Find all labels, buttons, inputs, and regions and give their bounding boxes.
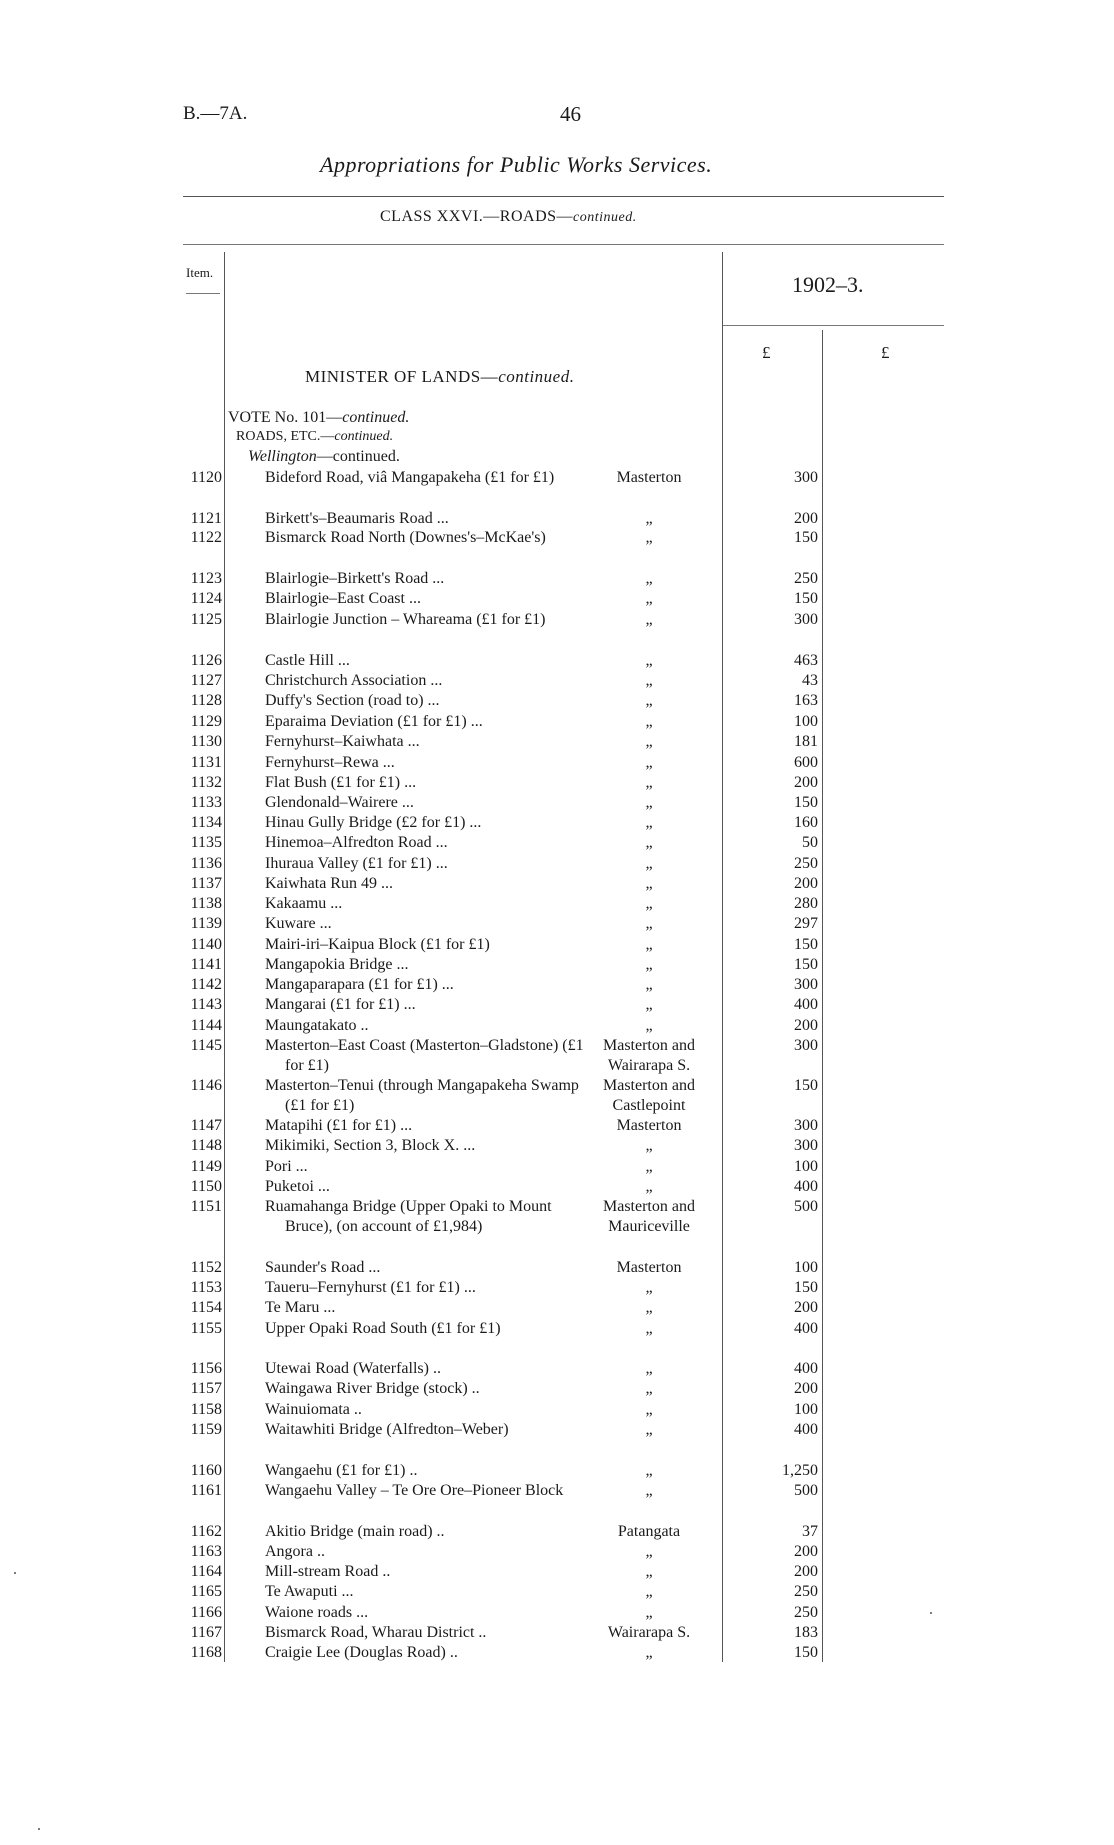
class-heading — [380, 208, 637, 226]
table-row — [0, 610, 1114, 650]
item-number: 1167 — [190, 1624, 222, 1641]
amount: 37 — [802, 1523, 818, 1540]
amount: 280 — [794, 895, 818, 912]
road-name: Angora .. — [265, 1543, 325, 1560]
road-name: Fernyhurst–Rewa ... — [265, 754, 395, 771]
electoral-district: Masterton and Wairarapa S. — [603, 1037, 695, 1074]
electoral-district: „ — [645, 1563, 653, 1580]
table-row — [0, 569, 1114, 589]
amount: 43 — [802, 672, 818, 689]
road-name: Wainuiomata .. — [265, 1401, 362, 1418]
electoral-district: „ — [645, 996, 653, 1013]
table-row — [0, 975, 1114, 995]
amount: 1,250 — [782, 1462, 818, 1479]
table-row — [0, 589, 1114, 609]
road-name: Kaiwhata Run 49 ... — [265, 875, 393, 892]
amount: 200 — [794, 1299, 818, 1316]
item-number: 1146 — [190, 1077, 222, 1094]
electoral-district: „ — [645, 855, 653, 872]
item-number: 1145 — [190, 1037, 222, 1054]
amount: 200 — [794, 1563, 818, 1580]
road-name: Eparaima Deviation (£1 for £1) ... — [265, 713, 483, 730]
electoral-district: „ — [645, 510, 653, 527]
amount: 50 — [802, 834, 818, 851]
table-row — [0, 1643, 1114, 1663]
item-number: 1134 — [190, 814, 222, 831]
electoral-district: „ — [645, 834, 653, 851]
amount: 100 — [794, 1401, 818, 1418]
road-name: Mangapokia Bridge ... — [265, 956, 409, 973]
road-name: Pori ... — [265, 1158, 308, 1175]
road-name: Ihuraua Valley (£1 for £1) ... — [265, 855, 448, 872]
road-name: Bideford Road, viâ Mangapakeha (£1 for £1) — [265, 469, 555, 486]
table-row — [0, 995, 1114, 1015]
table-row — [0, 1298, 1114, 1318]
road-name: Fernyhurst–Kaiwhata ... — [265, 733, 420, 750]
item-number: 1135 — [190, 834, 222, 851]
amount: 200 — [794, 1380, 818, 1397]
item-number: 1153 — [190, 1279, 222, 1296]
amount: 250 — [794, 1604, 818, 1621]
table-row — [0, 813, 1114, 833]
road-name: Matapihi (£1 for £1) ... — [265, 1117, 413, 1134]
electoral-district: Masterton and Castlepoint — [603, 1077, 695, 1114]
scan-speck — [14, 1572, 16, 1574]
electoral-district: „ — [645, 814, 653, 831]
electoral-district: „ — [645, 915, 653, 932]
page-title: Appropriations for Public Works Services. — [320, 152, 713, 177]
amount: 500 — [794, 1198, 818, 1215]
item-number: 1159 — [190, 1421, 222, 1438]
road-name: Mill-stream Road .. — [265, 1563, 391, 1580]
electoral-district: „ — [645, 570, 653, 587]
amount: 250 — [794, 570, 818, 587]
table-row — [0, 691, 1114, 711]
electoral-district: „ — [645, 652, 653, 669]
road-name: Ruamahanga Bridge (Upper Opaki to Mount Bruce), (on account of £1,984) — [265, 1198, 552, 1235]
road-name: Blairlogie–East Coast ... — [265, 590, 421, 607]
item-number: 1125 — [190, 611, 222, 628]
electoral-district: „ — [645, 895, 653, 912]
minister-heading-text: MINISTER OF LANDS— — [305, 367, 499, 386]
electoral-district: „ — [645, 692, 653, 709]
amount: 400 — [794, 1178, 818, 1195]
minister-heading-continued: continued. — [498, 367, 575, 386]
item-number: 1127 — [190, 672, 222, 689]
item-number: 1149 — [190, 1158, 222, 1175]
item-number: 1140 — [190, 936, 222, 953]
amount: 100 — [794, 713, 818, 730]
electoral-district: Wairarapa S. — [607, 1624, 691, 1641]
road-name: Akitio Bridge (main road) .. — [265, 1523, 445, 1540]
road-name: Puketoi ... — [265, 1178, 330, 1195]
table-row — [0, 1016, 1114, 1036]
item-number: 1144 — [190, 1017, 222, 1034]
electoral-district: „ — [645, 875, 653, 892]
road-name: Mangarai (£1 for £1) ... — [265, 996, 416, 1013]
table-top-rule — [183, 244, 944, 245]
amount: 150 — [794, 590, 818, 607]
road-name: Te Maru ... — [265, 1299, 336, 1316]
road-name: Bismarck Road North (Downes's–McKae's) — [265, 529, 546, 546]
table-row — [0, 1400, 1114, 1420]
road-name: Hinemoa–Alfredton Road ... — [265, 834, 448, 851]
table-row — [0, 1197, 1114, 1257]
electoral-district: „ — [645, 611, 653, 628]
electoral-district: „ — [645, 672, 653, 689]
amount: 200 — [794, 1017, 818, 1034]
electoral-district: „ — [645, 774, 653, 791]
electoral-district: „ — [645, 1137, 653, 1154]
road-name: Birkett's–Beaumaris Road ... — [265, 510, 449, 527]
item-number: 1131 — [190, 754, 222, 771]
amount: 200 — [794, 774, 818, 791]
table-row — [0, 1359, 1114, 1379]
item-number: 1166 — [190, 1604, 222, 1621]
road-name: Upper Opaki Road South (£1 for £1) — [265, 1320, 501, 1337]
item-number: 1142 — [190, 976, 222, 993]
road-name: Wangaehu (£1 for £1) .. — [265, 1462, 418, 1479]
amount: 250 — [794, 855, 818, 872]
table-row — [0, 894, 1114, 914]
amount: 200 — [794, 510, 818, 527]
amount: 463 — [794, 652, 818, 669]
road-name: Glendonald–Wairere ... — [265, 794, 414, 811]
road-name: Taueru–Fernyhurst (£1 for £1) ... — [265, 1279, 476, 1296]
amount: 150 — [794, 936, 818, 953]
year-header-rule — [722, 325, 944, 326]
road-name: Christchurch Association ... — [265, 672, 443, 689]
electoral-district: „ — [645, 976, 653, 993]
item-number: 1138 — [190, 895, 222, 912]
table-row — [0, 753, 1114, 773]
electoral-district: „ — [645, 936, 653, 953]
table-row — [0, 1319, 1114, 1359]
table-row — [0, 1136, 1114, 1156]
item-number: 1147 — [190, 1117, 222, 1134]
road-name: Craigie Lee (Douglas Road) .. — [265, 1644, 458, 1661]
district-heading-name: Wellington — [248, 448, 317, 465]
electoral-district: „ — [645, 1421, 653, 1438]
electoral-district: „ — [645, 1644, 653, 1661]
amount: 400 — [794, 996, 818, 1013]
amount: 100 — [794, 1259, 818, 1276]
table-row — [0, 773, 1114, 793]
item-number: 1165 — [190, 1583, 222, 1600]
table-row — [0, 854, 1114, 874]
road-name: Blairlogie–Birkett's Road ... — [265, 570, 445, 587]
item-number: 1122 — [190, 529, 222, 546]
item-number: 1130 — [190, 733, 222, 750]
electoral-district: „ — [645, 1279, 653, 1296]
class-heading-text: CLASS XXVI.—ROADS— — [380, 208, 574, 225]
amount: 200 — [794, 875, 818, 892]
electoral-district: „ — [645, 733, 653, 750]
table-row — [0, 1542, 1114, 1562]
table-row — [0, 509, 1114, 529]
amount: 150 — [794, 1644, 818, 1661]
amount: 150 — [794, 529, 818, 546]
item-number: 1133 — [190, 794, 222, 811]
electoral-district: „ — [645, 1482, 653, 1499]
item-number: 1124 — [190, 590, 222, 607]
electoral-district: „ — [645, 1299, 653, 1316]
electoral-district: „ — [645, 1401, 653, 1418]
road-name: Wangaehu Valley – Te Ore Ore–Pioneer Block — [265, 1482, 564, 1499]
table-row — [0, 914, 1114, 934]
table-row — [0, 528, 1114, 568]
electoral-district: Patangata — [617, 1523, 681, 1540]
table-row — [0, 468, 1114, 508]
item-number: 1123 — [190, 570, 222, 587]
title-rule — [183, 196, 944, 197]
amount: 297 — [794, 915, 818, 932]
item-column-header: Item. — [186, 265, 214, 280]
district-heading-continued: —continued. — [316, 448, 400, 465]
electoral-district: „ — [645, 794, 653, 811]
district-heading — [248, 448, 400, 466]
table-row — [0, 671, 1114, 691]
table-row — [0, 1177, 1114, 1197]
item-number: 1126 — [190, 652, 222, 669]
road-name: Mairi-iri–Kaipua Block (£1 for £1) — [265, 936, 490, 953]
road-name: Flat Bush (£1 for £1) ... — [265, 774, 417, 791]
amount: 160 — [794, 814, 818, 831]
table-row — [0, 1623, 1114, 1643]
amount: 200 — [794, 1543, 818, 1560]
pound-symbol-column-1: £ — [762, 343, 771, 362]
table-row — [0, 833, 1114, 853]
item-number: 1148 — [190, 1137, 222, 1154]
item-number: 1154 — [190, 1299, 222, 1316]
table-row — [0, 935, 1114, 955]
item-number: 1162 — [190, 1523, 222, 1540]
table-row — [0, 1582, 1114, 1602]
amount: 163 — [794, 692, 818, 709]
amount: 400 — [794, 1320, 818, 1337]
amount: 300 — [794, 611, 818, 628]
electoral-district: „ — [645, 1017, 653, 1034]
road-name: Blairlogie Junction – Whareama (£1 for £1) — [265, 611, 546, 628]
table-row — [0, 1157, 1114, 1177]
amount: 300 — [794, 1137, 818, 1154]
road-name: Masterton–East Coast (Masterton–Gladstone) (£1 for £1) — [265, 1037, 584, 1074]
table-row — [0, 1522, 1114, 1542]
road-name: Maungatakato .. — [265, 1017, 369, 1034]
amount: 150 — [794, 1077, 818, 1094]
table-row — [0, 712, 1114, 732]
electoral-district: „ — [645, 590, 653, 607]
item-number: 1141 — [190, 956, 222, 973]
pound-symbol-column-2: £ — [881, 343, 890, 362]
table-row — [0, 955, 1114, 975]
item-number: 1164 — [190, 1563, 222, 1580]
amount: 300 — [794, 469, 818, 486]
table-row — [0, 1116, 1114, 1136]
electoral-district: „ — [645, 1178, 653, 1195]
table-row — [0, 1481, 1114, 1521]
electoral-district: Masterton — [616, 469, 682, 486]
table-row — [0, 1420, 1114, 1460]
item-number: 1161 — [190, 1482, 222, 1499]
amount: 150 — [794, 1279, 818, 1296]
road-name: Castle Hill ... — [265, 652, 350, 669]
road-name: Mikimiki, Section 3, Block X. ... — [265, 1137, 476, 1154]
electoral-district: Masterton and Mauriceville — [603, 1198, 695, 1235]
amount: 400 — [794, 1421, 818, 1438]
amount: 183 — [794, 1624, 818, 1641]
road-name: Waitawhiti Bridge (Alfredton–Weber) — [265, 1421, 509, 1438]
road-name: Waingawa River Bridge (stock) .. — [265, 1380, 480, 1397]
item-number: 1128 — [190, 692, 222, 709]
item-header-rule — [186, 293, 220, 294]
vote-heading-text: VOTE No. 101— — [228, 409, 343, 426]
road-name: Te Awaputi ... — [265, 1583, 354, 1600]
electoral-district: „ — [645, 956, 653, 973]
item-number: 1150 — [190, 1178, 222, 1195]
table-row — [0, 1076, 1114, 1116]
electoral-district: „ — [645, 1360, 653, 1377]
item-number: 1168 — [190, 1644, 222, 1661]
roads-heading-continued: continued. — [334, 429, 394, 444]
table-row — [0, 1278, 1114, 1298]
amount: 150 — [794, 794, 818, 811]
amount: 181 — [794, 733, 818, 750]
item-number: 1160 — [190, 1462, 222, 1479]
item-number: 1158 — [190, 1401, 222, 1418]
table-row — [0, 732, 1114, 752]
table-row — [0, 1036, 1114, 1076]
electoral-district: Masterton — [616, 1117, 682, 1134]
document-reference: B.—7A. — [183, 103, 248, 124]
vote-heading — [228, 409, 409, 427]
amount: 300 — [794, 1037, 818, 1054]
item-number: 1129 — [190, 713, 222, 730]
item-number: 1155 — [190, 1320, 222, 1337]
road-name: Saunder's Road ... — [265, 1259, 381, 1276]
amount: 500 — [794, 1482, 818, 1499]
table-row — [0, 1379, 1114, 1399]
scan-speck — [930, 1612, 932, 1614]
amount: 600 — [794, 754, 818, 771]
item-number: 1132 — [190, 774, 222, 791]
item-number: 1136 — [190, 855, 222, 872]
item-number: 1143 — [190, 996, 222, 1013]
table-row — [0, 651, 1114, 671]
electoral-district: „ — [645, 1604, 653, 1621]
item-number: 1156 — [190, 1360, 222, 1377]
amount: 100 — [794, 1158, 818, 1175]
item-number: 1163 — [190, 1543, 222, 1560]
electoral-district: „ — [645, 754, 653, 771]
table-row — [0, 793, 1114, 813]
item-number: 1139 — [190, 915, 222, 932]
page-number: 46 — [560, 102, 581, 126]
amount: 400 — [794, 1360, 818, 1377]
vote-heading-continued: continued. — [342, 409, 410, 426]
amount: 250 — [794, 1583, 818, 1600]
road-name: Waione roads ... — [265, 1604, 369, 1621]
amount: 300 — [794, 976, 818, 993]
table-row — [0, 1258, 1114, 1278]
road-name: Mangaparapara (£1 for £1) ... — [265, 976, 454, 993]
road-name: Bismarck Road, Wharau District .. — [265, 1624, 487, 1641]
road-name: Utewai Road (Waterfalls) .. — [265, 1360, 441, 1377]
road-name: Kakaamu ... — [265, 895, 343, 912]
road-name: Kuware ... — [265, 915, 332, 932]
amount: 150 — [794, 956, 818, 973]
road-name: Masterton–Tenui (through Mangapakeha Swamp (£1 for £1) — [265, 1077, 579, 1114]
item-number: 1157 — [190, 1380, 222, 1397]
minister-heading — [305, 367, 574, 387]
class-heading-continued: continued. — [573, 210, 637, 225]
electoral-district: „ — [645, 1320, 653, 1337]
roads-heading — [236, 429, 393, 445]
item-number: 1151 — [190, 1198, 222, 1215]
electoral-district: „ — [645, 1380, 653, 1397]
item-number: 1120 — [190, 469, 222, 486]
year-column-header: 1902–3. — [792, 272, 864, 297]
electoral-district: „ — [645, 1462, 653, 1479]
road-name: Duffy's Section (road to) ... — [265, 692, 440, 709]
electoral-district: Masterton — [616, 1259, 682, 1276]
road-name: Hinau Gully Bridge (£2 for £1) ... — [265, 814, 482, 831]
item-number: 1121 — [190, 510, 222, 527]
roads-heading-text: ROADS, ETC.— — [236, 429, 335, 444]
table-row — [0, 1461, 1114, 1481]
table-row — [0, 874, 1114, 894]
electoral-district: „ — [645, 1543, 653, 1560]
table-row — [0, 1603, 1114, 1623]
electoral-district: „ — [645, 529, 653, 546]
scan-speck — [38, 1828, 40, 1830]
item-number: 1137 — [190, 875, 222, 892]
amount: 300 — [794, 1117, 818, 1134]
item-number: 1152 — [190, 1259, 222, 1276]
electoral-district: „ — [645, 1158, 653, 1175]
electoral-district: „ — [645, 1583, 653, 1600]
table-row — [0, 1562, 1114, 1582]
electoral-district: „ — [645, 713, 653, 730]
